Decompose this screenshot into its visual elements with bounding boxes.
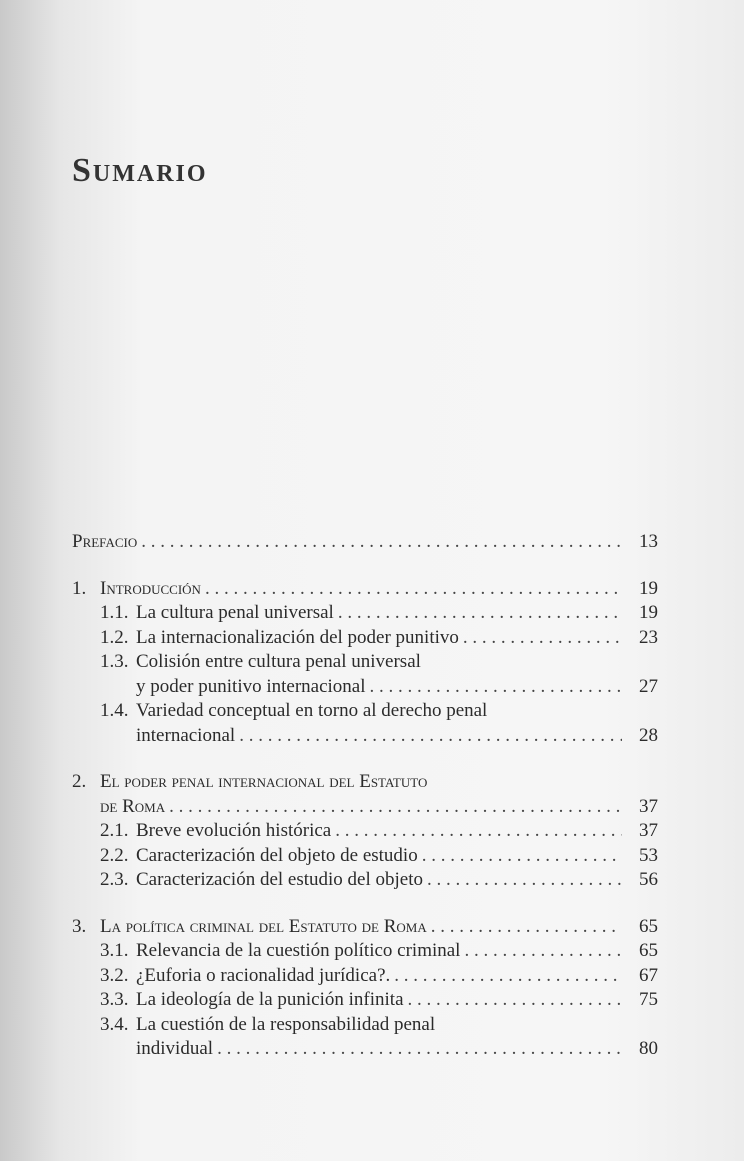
table-of-contents	[72, 530, 658, 1084]
toc-entry-number: 1.3.	[100, 651, 129, 672]
toc-section-chapter-3	[72, 915, 658, 1062]
toc-page-number: 53	[639, 844, 658, 866]
toc-entry-number: 2.3.	[100, 869, 129, 890]
leader-dots	[235, 724, 622, 749]
toc-entry-label-cont: internacional	[136, 724, 236, 746]
toc-entry[interactable]	[72, 964, 658, 989]
toc-entry[interactable]	[72, 939, 658, 964]
toc-page-number: 75	[639, 989, 658, 1010]
toc-page-number: 65	[639, 940, 658, 961]
toc-page-number: 19	[639, 602, 658, 623]
toc-entry-label: Prefacio	[72, 531, 138, 552]
toc-section-prefacio	[72, 530, 658, 555]
toc-entry[interactable]	[72, 844, 658, 869]
page-title: Sumario	[72, 152, 208, 189]
toc-page-number: 23	[639, 626, 658, 648]
toc-section-chapter-1	[72, 577, 658, 749]
toc-chapter-label: Introducción	[100, 577, 201, 599]
toc-entry-number: 3.3.	[100, 989, 129, 1010]
toc-chapter-entry[interactable]	[72, 577, 658, 602]
toc-entry[interactable]	[72, 650, 658, 675]
toc-entry[interactable]	[72, 626, 658, 651]
toc-entry-label: Caracterización del estudio del objeto	[136, 869, 423, 890]
toc-page-number: 80	[639, 1038, 658, 1059]
leader-dots	[459, 626, 622, 651]
leader-dots	[331, 819, 622, 844]
toc-entry[interactable]	[72, 819, 658, 844]
leader-dots	[404, 988, 622, 1013]
toc-entry-label-cont: individual	[136, 1038, 214, 1059]
toc-page-number: 28	[639, 724, 658, 746]
toc-chapter-number: 3.	[72, 915, 87, 937]
toc-chapter-entry[interactable]	[72, 915, 658, 940]
toc-entry-number: 3.4.	[100, 1013, 129, 1035]
leader-dots	[423, 868, 622, 893]
toc-entry[interactable]	[72, 601, 658, 626]
toc-page-number: 65	[639, 915, 658, 937]
toc-entry[interactable]	[72, 699, 658, 724]
toc-entry[interactable]	[72, 868, 658, 893]
toc-chapter-label-cont: de Roma	[100, 795, 166, 817]
toc-entry-number: 1.1.	[100, 602, 129, 623]
toc-chapter-label: El poder penal internacional del Estatuto	[100, 771, 428, 792]
toc-entry-label: La cuestión de la responsabilidad penal	[136, 1013, 436, 1035]
toc-page-number: 27	[639, 675, 658, 697]
toc-entry-number: 1.2.	[100, 626, 129, 648]
toc-page-number: 67	[639, 964, 658, 986]
toc-chapter-number: 2.	[72, 771, 87, 792]
toc-chapter-entry[interactable]	[72, 770, 658, 795]
leader-dots	[334, 601, 622, 626]
toc-entry-label: Relevancia de la cuestión político criminal	[136, 940, 461, 961]
toc-page-number: 37	[639, 820, 658, 841]
leader-dots	[213, 1037, 622, 1062]
leader-dots	[460, 939, 622, 964]
toc-page-number: 56	[639, 869, 658, 890]
leader-dots	[165, 795, 622, 820]
toc-entry-label: La internacionalización del poder punitivo	[136, 626, 459, 648]
leader-dots	[201, 577, 622, 602]
toc-chapter-number: 1.	[72, 577, 87, 599]
toc-entry-continuation[interactable]	[72, 724, 658, 749]
leader-dots	[418, 844, 622, 869]
toc-entry-number: 3.1.	[100, 940, 129, 961]
toc-section-chapter-2	[72, 770, 658, 893]
toc-entry-label: Variedad conceptual en torno al derecho penal	[136, 700, 488, 721]
leader-dots	[390, 964, 622, 989]
toc-entry[interactable]	[72, 988, 658, 1013]
leader-dots	[427, 915, 622, 940]
toc-entry-continuation[interactable]	[72, 675, 658, 700]
toc-entry-label: La ideología de la punición infinita	[136, 989, 404, 1010]
toc-entry[interactable]	[72, 530, 658, 555]
toc-entry-number: 2.1.	[100, 820, 129, 841]
toc-entry-label: ¿Euforia o racionalidad jurídica?.	[136, 964, 391, 986]
toc-entry-label: La cultura penal universal	[136, 602, 334, 623]
toc-chapter-label: La política criminal del Estatuto de Roma	[100, 915, 427, 937]
toc-entry-label: Colisión entre cultura penal universal	[136, 651, 421, 672]
toc-entry-continuation[interactable]	[72, 1037, 658, 1062]
toc-entry-number: 3.2.	[100, 964, 129, 986]
toc-entry-number: 1.4.	[100, 700, 129, 721]
toc-entry-label: Breve evolución histórica	[136, 820, 332, 841]
toc-page-number: 13	[639, 531, 658, 552]
toc-entry-label-cont: y poder punitivo internacional	[136, 675, 366, 697]
toc-entry-label: Caracterización del objeto de estudio	[136, 844, 418, 866]
leader-dots	[366, 675, 622, 700]
toc-entry-number: 2.2.	[100, 844, 129, 866]
toc-page-number: 19	[639, 577, 658, 599]
toc-page-number: 37	[639, 795, 658, 817]
toc-chapter-continuation[interactable]	[72, 795, 658, 820]
toc-entry[interactable]	[72, 1013, 658, 1038]
leader-dots	[137, 530, 622, 555]
